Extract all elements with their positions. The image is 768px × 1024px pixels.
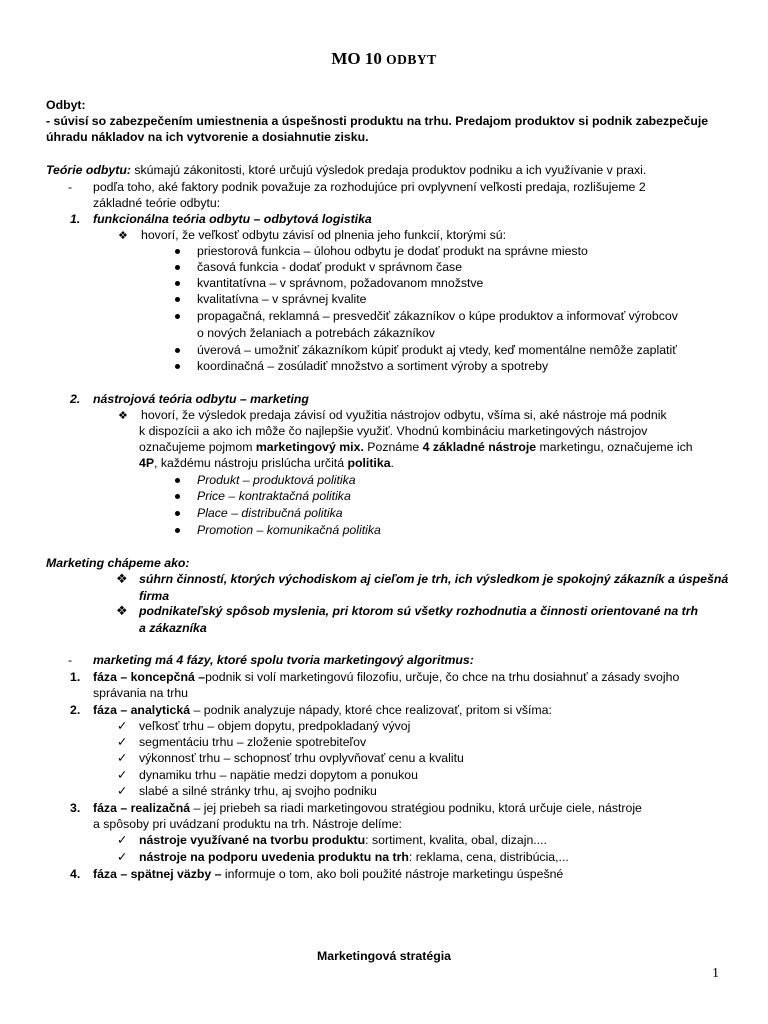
theory2-line3-e: marketingu, označujeme ich (536, 440, 693, 454)
odbyt-line2: úhradu nákladov na ich vytvorenie a dosiahnutie zisku. (46, 130, 369, 144)
teorie-label: Teórie odbytu: (46, 163, 131, 177)
diamond-icon: ❖ (118, 229, 128, 242)
theory2-line3-a: označujeme pojmom (139, 440, 256, 454)
bullet-icon (175, 265, 180, 270)
faza3-item1-text: : sortiment, kvalita, obal, dizajn.... (365, 833, 547, 847)
faza2-item: slabé a silné stránky trhu, aj svojho podniku (139, 784, 377, 798)
faza3-num: 3. (70, 801, 81, 815)
bullet-icon (175, 528, 180, 533)
four-p-term: 4P (139, 456, 155, 470)
faza3-item1 (139, 832, 547, 848)
faza2-num: 2. (70, 703, 81, 717)
theory2-item: Produkt – produktová politika (197, 473, 356, 487)
check-icon: ✓ (117, 850, 128, 864)
faza1-line1 (93, 669, 679, 685)
theory1-intro: hovorí, že veľkosť odbytu závisí od plnenia jeho funkcií, ktorými sú: (141, 228, 506, 242)
marketing-item2-line2: a zákazníka (139, 621, 207, 635)
faza3-line1 (93, 800, 642, 816)
check-icon: ✓ (117, 735, 128, 749)
theory2-num: 2. (70, 392, 81, 406)
bullet-icon (175, 281, 180, 286)
faza2-item: výkonnosť trhu – schopnosť trhu ovplyvňovať cenu a kvalitu (139, 751, 464, 765)
check-icon: ✓ (117, 833, 128, 847)
page-title (0, 48, 768, 71)
theory2-line3 (139, 439, 693, 455)
theory2-heading: nástrojová teória odbytu – marketing (93, 392, 309, 406)
fazy-dash: - (68, 653, 73, 667)
theory1-num: 1. (70, 212, 81, 226)
odbyt-label: Odbyt: (46, 98, 86, 112)
check-icon: ✓ (117, 768, 128, 782)
faza4-text: informuje o tom, ako boli použité nástroje marketingu úspešné (221, 867, 564, 881)
teorie-dash-line1: podľa toho, aké faktory podnik považuje za rozhodujúce pri ovplyvnení veľkosti predaja, rozlišujeme 2 (93, 180, 646, 194)
faza3-item2 (139, 849, 569, 865)
theory1-item: kvalitatívna – v správnej kvalite (197, 292, 367, 306)
faza3-item2-title: nástroje na podporu uvedenia produktu na trh (139, 850, 409, 864)
theory2-line4-b: , každému nástroju prislúcha určitá (154, 456, 348, 470)
faza2-item: dynamiku trhu – napätie medzi dopytom a ponukou (139, 768, 418, 782)
footer-heading: Marketingová stratégia (317, 949, 451, 963)
faza4-title: fáza – spätnej väzby – (93, 867, 222, 881)
theory1-heading: funkcionálna teória odbytu – odbytová logistika (93, 212, 372, 226)
teorie-dash-line2: základné teórie odbytu: (93, 196, 221, 210)
bullet-icon (175, 249, 180, 254)
check-icon: ✓ (117, 751, 128, 765)
theory1-item-continued: o nových želaniach a potrebách zákazníkov (197, 326, 435, 340)
faza2-title: fáza – analytická (93, 703, 191, 717)
faza2-item: veľkosť trhu – objem dopytu, predpokladaný vývoj (139, 719, 411, 733)
diamond-icon: ❖ (116, 604, 128, 619)
faza3-text: – jej priebeh sa riadi marketingovou stratégiou podniku, ktorá určuje ciele, nástroje (190, 801, 642, 815)
diamond-icon: ❖ (116, 572, 128, 587)
faza3-item2-text: : reklama, cena, distribúcia,... (408, 850, 569, 864)
theory1-item: koordinačná – zosúladiť množstvo a sortiment výroby a spotreby (197, 359, 549, 373)
faza4-num: 4. (70, 867, 81, 881)
bullet-icon (175, 478, 180, 483)
marketing-item1-line1: súhrn činností, ktorých východiskom aj cieľom je trh, ich výsledkom je spokojný zákazník a úspešná (139, 572, 729, 586)
title-main: MO 10 (331, 49, 387, 68)
theory2-item: Place – distribučná politika (197, 506, 343, 520)
marketing-label: Marketing chápeme ako: (46, 556, 190, 570)
faza1-title: fáza – koncepčná – (93, 670, 206, 684)
faza3-line2: a spôsoby pri uvádzaní produktu na trh. Nástroje delíme: (93, 817, 402, 831)
teorie-desc: skúmajú zákonitosti, ktoré určujú výsledok predaja produktov podniku a ich využívanie v praxi. (130, 163, 647, 177)
faza3-item1-title: nástroje využívané na tvorbu produktu (139, 833, 366, 847)
theory2-line4-d: . (390, 456, 394, 470)
faza2-text: – podnik analyzuje nápady, ktoré chce realizovať, pritom si všíma: (190, 703, 552, 717)
theory1-item: časová funkcia - dodať produkt v správnom čase (197, 260, 463, 274)
marketing-item1-line2: firma (139, 589, 170, 603)
teorie-dash: - (68, 180, 73, 194)
faza2-item: segmentáciu trhu – zloženie spotrebiteľov (139, 735, 367, 749)
fazy-heading: marketing má 4 fázy, ktoré spolu tvoria marketingový algoritmus: (93, 653, 474, 667)
marketing-item2-line1: podnikateľský spôsob myslenia, pri ktorom sú všetky rozhodnutia a činnosti orientované na trh (139, 604, 699, 618)
politika-term: politika (347, 456, 391, 470)
bullet-icon (175, 297, 180, 302)
theory2-line2: k dispozícii a ako ich môže čo najlepšie využiť. Vhodnú kombináciu marketingových nástrojov (139, 424, 648, 438)
odbyt-line1: - súvisí so zabezpečením umiestnenia a úspešnosti produktu na trhu. Predajom produktov si podnik zabezpečuje (46, 114, 709, 128)
faza1-line2: správania na trhu (93, 686, 189, 700)
page-number: 1 (712, 966, 719, 981)
theory1-item: propagačná, reklamná – presvedčiť zákazníkov o kúpe produktov a informovať výrobcov (197, 309, 678, 323)
faza3-title: fáza – realizačná (93, 801, 191, 815)
theory1-item: úverová – umožniť zákazníkom kúpiť produkt aj vtedy, keď momentálne nemôže zaplatiť (197, 343, 677, 357)
faza1-num: 1. (70, 670, 81, 684)
teorie-line (46, 162, 646, 178)
bullet-icon (175, 511, 180, 516)
theory2-line1: hovorí, že výsledok predaja závisí od využitia nástrojov odbytu, všíma si, aké nástroje má podnik (141, 408, 667, 422)
bullet-icon (175, 348, 180, 353)
check-icon: ✓ (117, 784, 128, 798)
marketing-mix-term: marketingový mix. (255, 440, 364, 454)
bullet-icon (175, 314, 180, 319)
diamond-icon: ❖ (118, 409, 128, 422)
four-tools-term: 4 základné nástroje (422, 440, 537, 454)
theory1-item: kvantitatívna – v správnom, požadovanom množstve (197, 276, 484, 290)
theory2-line4 (139, 455, 394, 471)
title-rest: ODBYT (386, 52, 437, 67)
faza2-line1 (93, 702, 552, 718)
theory1-item: priestorová funkcia – úlohou odbytu je dodať produkt na správne miesto (197, 244, 588, 258)
theory2-line3-c: Poznáme (363, 440, 423, 454)
bullet-icon (175, 494, 180, 499)
bullet-icon (175, 364, 180, 369)
theory2-item: Promotion – komunikačná politika (197, 523, 381, 537)
theory2-item: Price – kontraktačná politika (197, 489, 351, 503)
faza4-line1 (93, 866, 563, 882)
check-icon: ✓ (117, 719, 128, 733)
faza1-text: podnik si volí marketingovú filozofiu, určuje, čo chce na trhu dosiahnuť a zásady svojho (205, 670, 680, 684)
